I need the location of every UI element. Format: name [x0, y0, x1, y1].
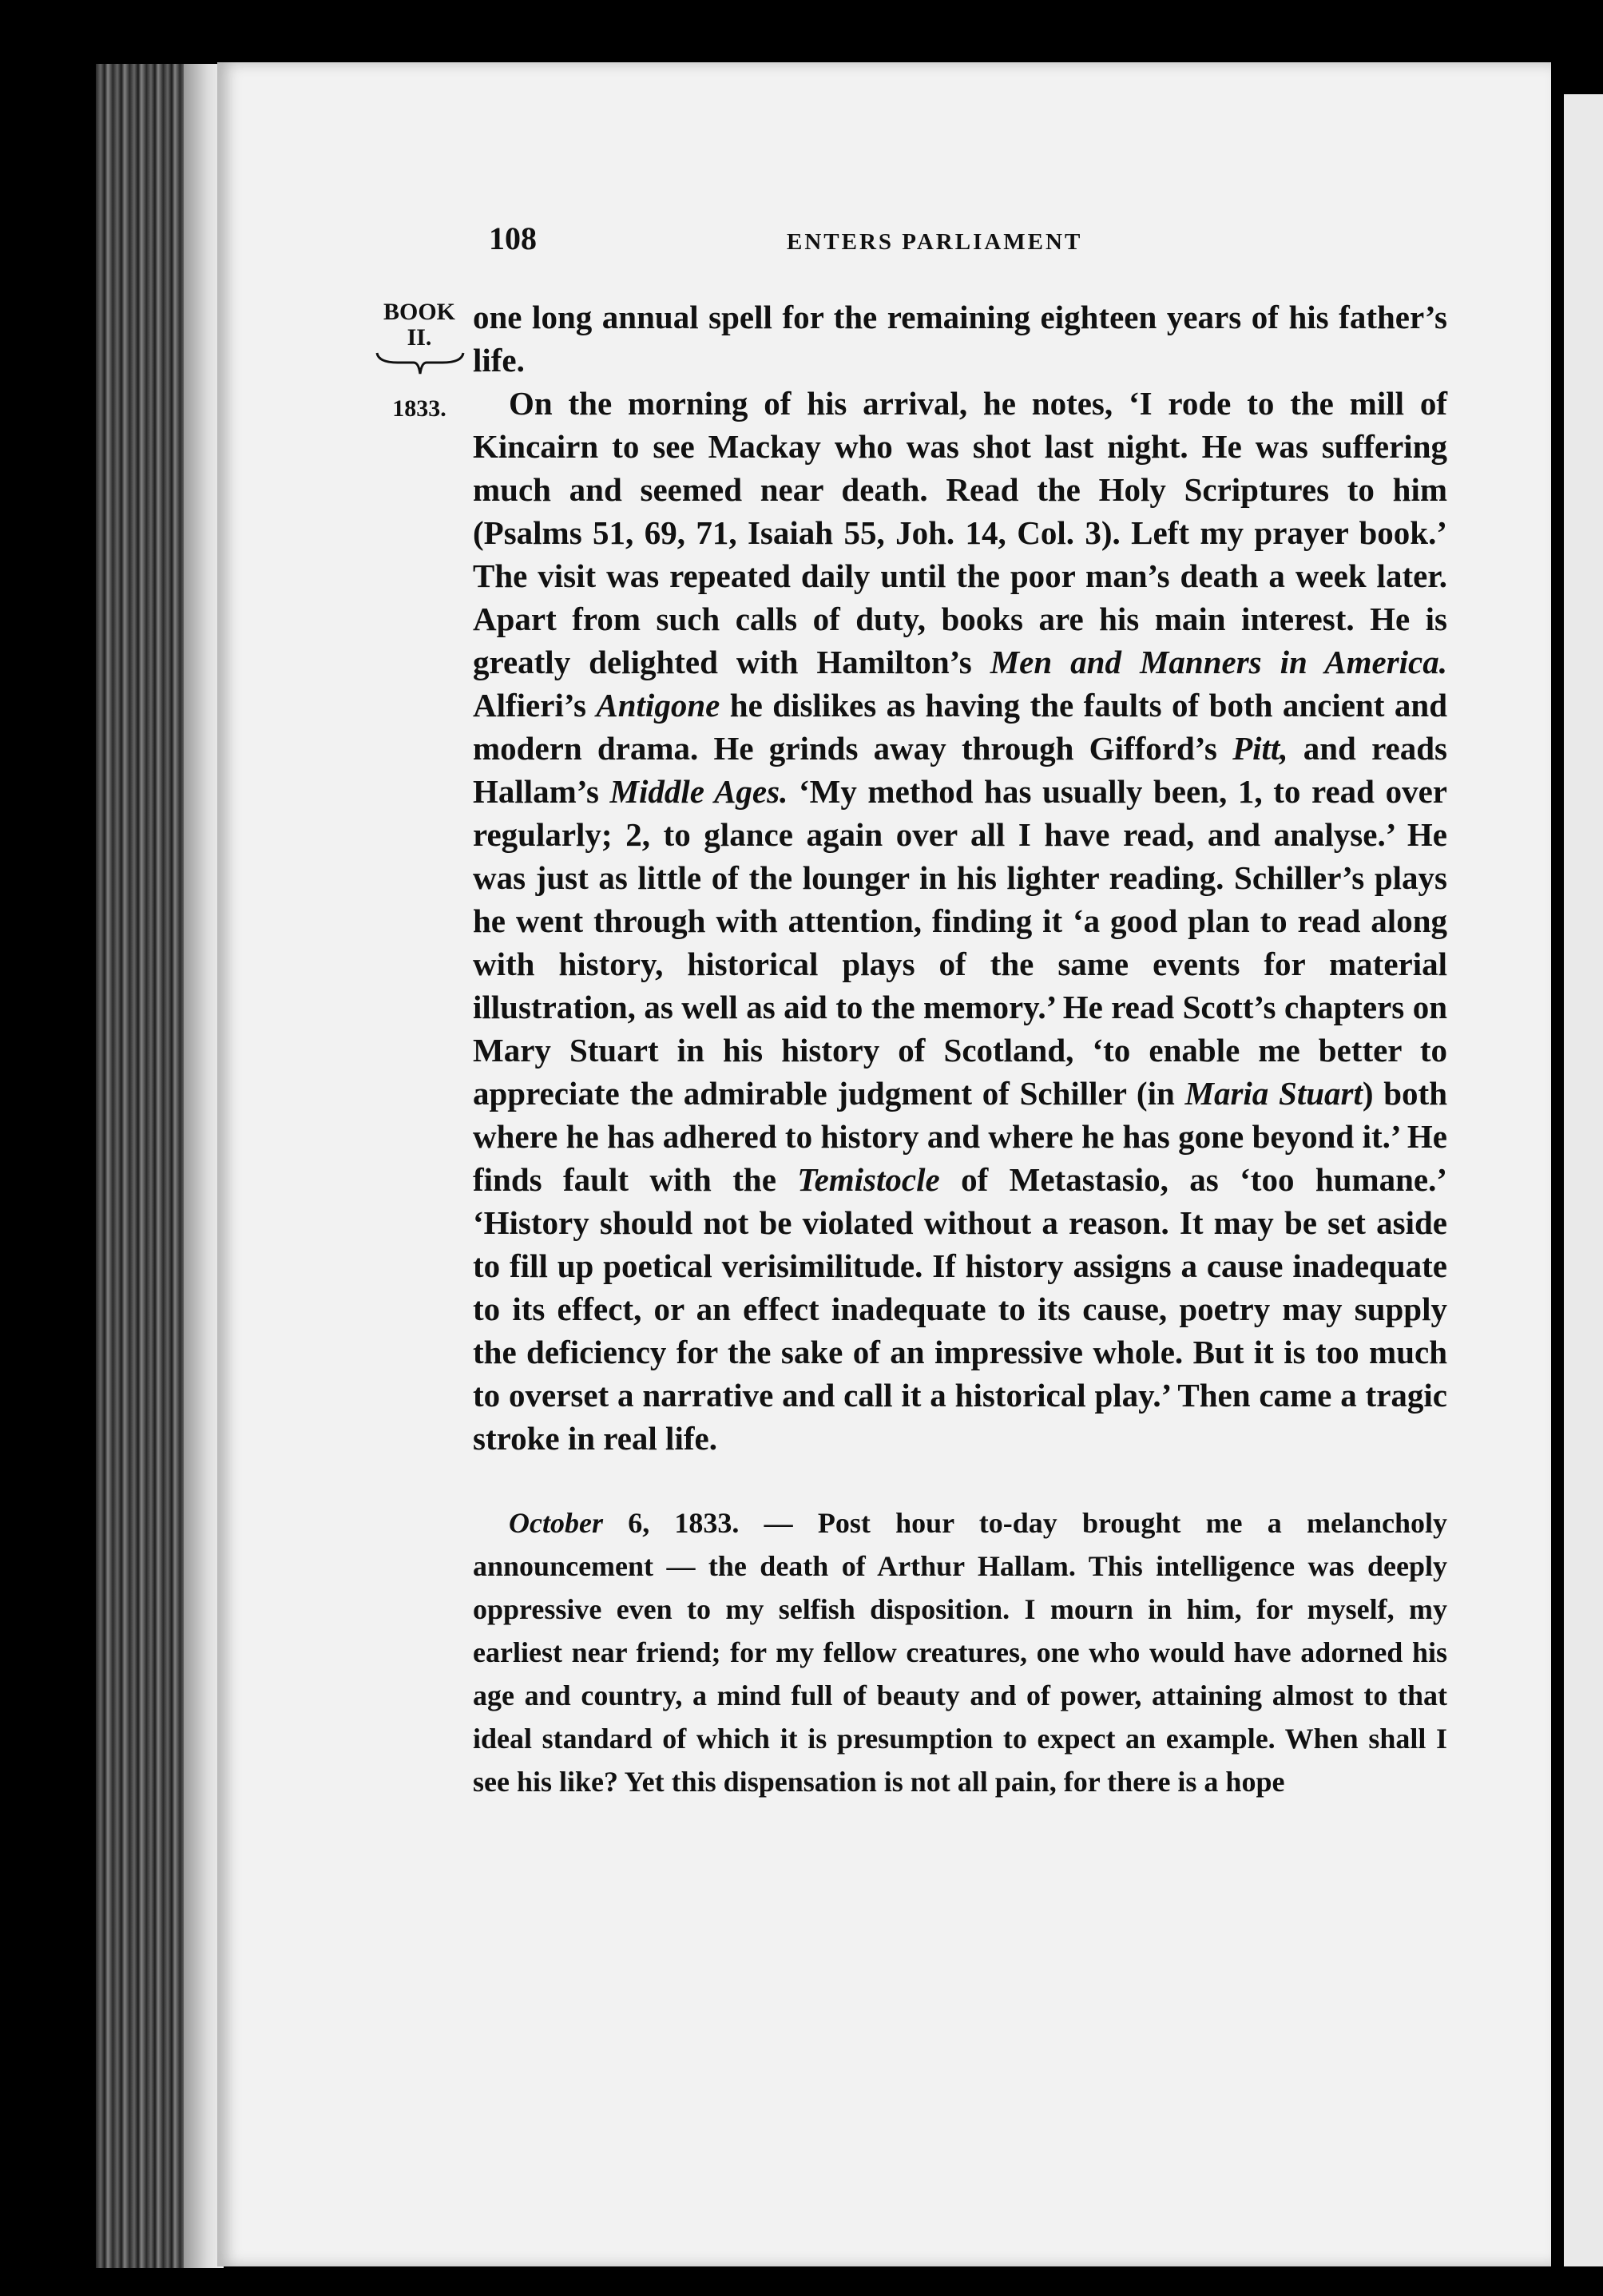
text-run: Alfieri’s — [473, 687, 597, 724]
text-run: ) both where he has adhered to history and where he has gone beyond it.’ He finds fault with the — [473, 1075, 1448, 1198]
italic-title: Antigone — [596, 687, 720, 724]
next-page-edge — [1564, 94, 1603, 2266]
italic-title: Men and Manners in America. — [990, 644, 1447, 680]
running-head: ENTERS PARLIAMENT — [787, 229, 1083, 255]
margin-book-label — [371, 299, 467, 351]
text-run: and reads Hallam’s — [473, 730, 1447, 810]
margin-year: 1833. — [392, 395, 446, 422]
diary-extract — [473, 1501, 1447, 1803]
extract-date: October — [509, 1507, 603, 1539]
book-label: BOOK — [383, 299, 455, 325]
text-run: On the morning of his arrival, he notes, ‘I rode to the mill of Kincairn to see Mackay who was shot last night. He was suffering much and seemed near death. Read the Holy Scriptures to him (Psalms 51, 69, 71, Isaiah 55, Joh. 14, Col. 3). Left my prayer book.’ The visit was repeated daily until the poor man’s death a week later. Apart from such calls of duty, books are his main interest. He is greatly delighted with Hamilton’s — [473, 385, 1447, 680]
italic-title: Maria Stuart — [1184, 1075, 1363, 1112]
book-number: II. — [407, 324, 432, 351]
page-header — [489, 220, 1551, 268]
italic-title: Temistocle — [797, 1161, 940, 1198]
paragraph — [473, 382, 1447, 1460]
text-run: he dislikes as having the faults of both ancient and modern drama. He grinds away through Gifford’s — [473, 687, 1447, 767]
page-number: 108 — [489, 220, 537, 256]
italic-title: Pitt, — [1232, 730, 1288, 767]
italic-title: Middle Ages. — [609, 773, 788, 810]
body-text — [473, 295, 1447, 1803]
text-run: of Metastasio, as ‘too humane.’ ‘History should not be violated without a reason. It may be set aside to fill up poetical verisimilitude. If history assigns a cause inadequate to its effect, or an effect inadequate to its cause, poetry may supply the deficiency for the sake of an impressive whole. But it is too much to overset a narrative and call it a historical play.’ Then came a tragic stroke in real life. — [473, 1161, 1447, 1457]
text-run: 6, 1833. — Post hour to-day brought me a melancholy announcement — the death of Arthur Hallam. This intelligence was deeply oppressive even to my selfish disposition. I mourn in him, for myself, my earliest near friend; for my fellow creatures, one who would have adorned his age and country, a mind full of beauty and of power, attaining almost to that ideal standard of which it is presumption to expect an example. When shall I see his like? Yet this dispensation is not all pain, for there is a hope — [473, 1507, 1447, 1798]
paragraph: one long annual spell for the remaining eighteen years of his father’s life. — [473, 299, 1447, 379]
text-run: ‘My method has usually been, 1, to read over regularly; 2, to glance again over all I have read, and analyse.’ He was just as little of the lounger in his lighter reading. Schiller’s plays he went through with attention, finding it ‘a good plan to read along with history, historical plays of the same events for material illustration, as well as aid to the memory.’ He read Scott’s chapters on Mary Stuart in his history of Scotland, ‘to enable me better to appreciate the admirable judgment of Schiller (in — [473, 773, 1447, 1112]
brace-icon — [375, 351, 465, 375]
